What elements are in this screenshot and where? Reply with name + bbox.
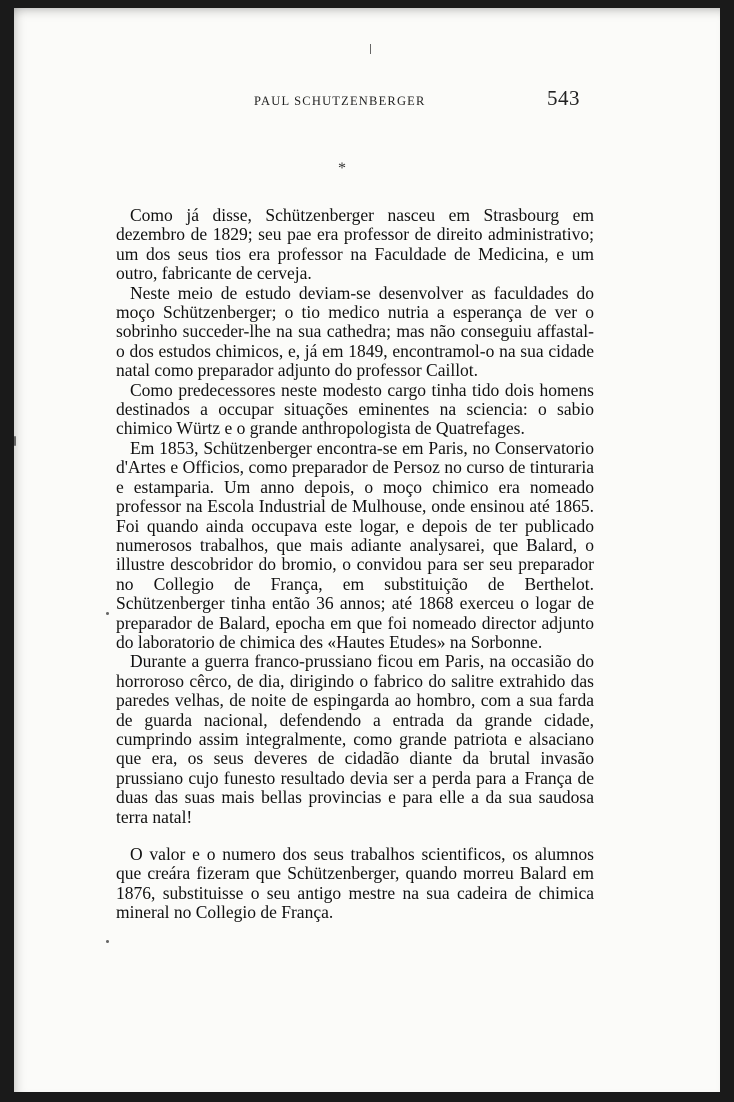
paragraph: Como já disse, Schützenberger nasceu em Strasbourg em dezembro de 1829; seu pae era professor de direito administrativo; um dos seus tios era professor na Faculdade de Medicina, e um outro, fabricante de cerveja. (116, 205, 594, 284)
running-head: PAUL SCHUTZENBERGER (254, 94, 426, 108)
page-number: 543 (547, 86, 580, 110)
paragraph: O valor e o numero dos seus trabalhos scientificos, os alumnos que creára fizeram que Schützenberger, quando morreu Balard em 1876, substituisse o seu antigo mestre na sua cadeira de chimica mineral no Collegio de França. (116, 844, 594, 923)
paragraph: Em 1853, Schützenberger encontra-se em Paris, no Conservatorio d'Artes e Officios, como preparador de Persoz no curso de tinturaria e estamparia. Um anno depois, o moço chimico era nomeado professor na Escola Industrial de Mulhouse, onde ensinou até 1865. Foi quando ainda occupava este logar, e depois de ter publicado numerosos trabalhos, que mais adiante analysarei, que Balard, o illustre descobridor do bromio, o convidou para ser seu preparador no Collegio de França, em substituição de Berthelot. Schützenberger tinha então 36 annos; até 1868 exerceu o logar de preparador de Balard, epocha em que foi nomeado director adjunto do laboratorio de chimica des «Hautes Etudes» na Sorbonne. (116, 437, 594, 652)
body-text (116, 206, 594, 923)
book-page (14, 8, 720, 1092)
section-ornament: * (338, 160, 346, 177)
margin-speck (106, 940, 109, 943)
paragraph: Neste meio de estudo deviam-se desenvolver as faculdades do moço Schützenberger; o tio medico nutria a esperança de ver o sobrinho succeder-lhe na sua cathedra; mas não conseguiu affastal-o dos estudos chimicos, e, já em 1849, encontramol-o na sua cidade natal como preparador adjunto do professor Caillot. (116, 282, 594, 381)
page-header (14, 86, 720, 114)
paragraph: Como predecessores neste modesto cargo tinha tido dois homens destinados a occupar situações eminentes na sciencia: o sabio chimico Würtz e o grande anthropologista de Quatrefages. (116, 379, 594, 439)
margin-speck (14, 436, 16, 446)
paragraph: Durante a guerra franco-prussiano ficou em Paris, na occasião do horroroso cêrco, de dia, dirigindo o fabrico do salitre extrahido das paredes velhas, de noite de espingarda ao hombro, com a sua farda de guarda nacional, defendendo a entrada da grande cidade, cumprindo assim integralmente, como grande patriota e alsaciano que era, os seus deveres de cidadão diante da brutal invasão prussiano cujo funesto resultado devia ser a perda para a França de duas das suas mais bellas provincias e para elle a da sua saudosa terra natal! (116, 651, 594, 827)
margin-speck (370, 44, 371, 54)
margin-speck (106, 612, 109, 615)
